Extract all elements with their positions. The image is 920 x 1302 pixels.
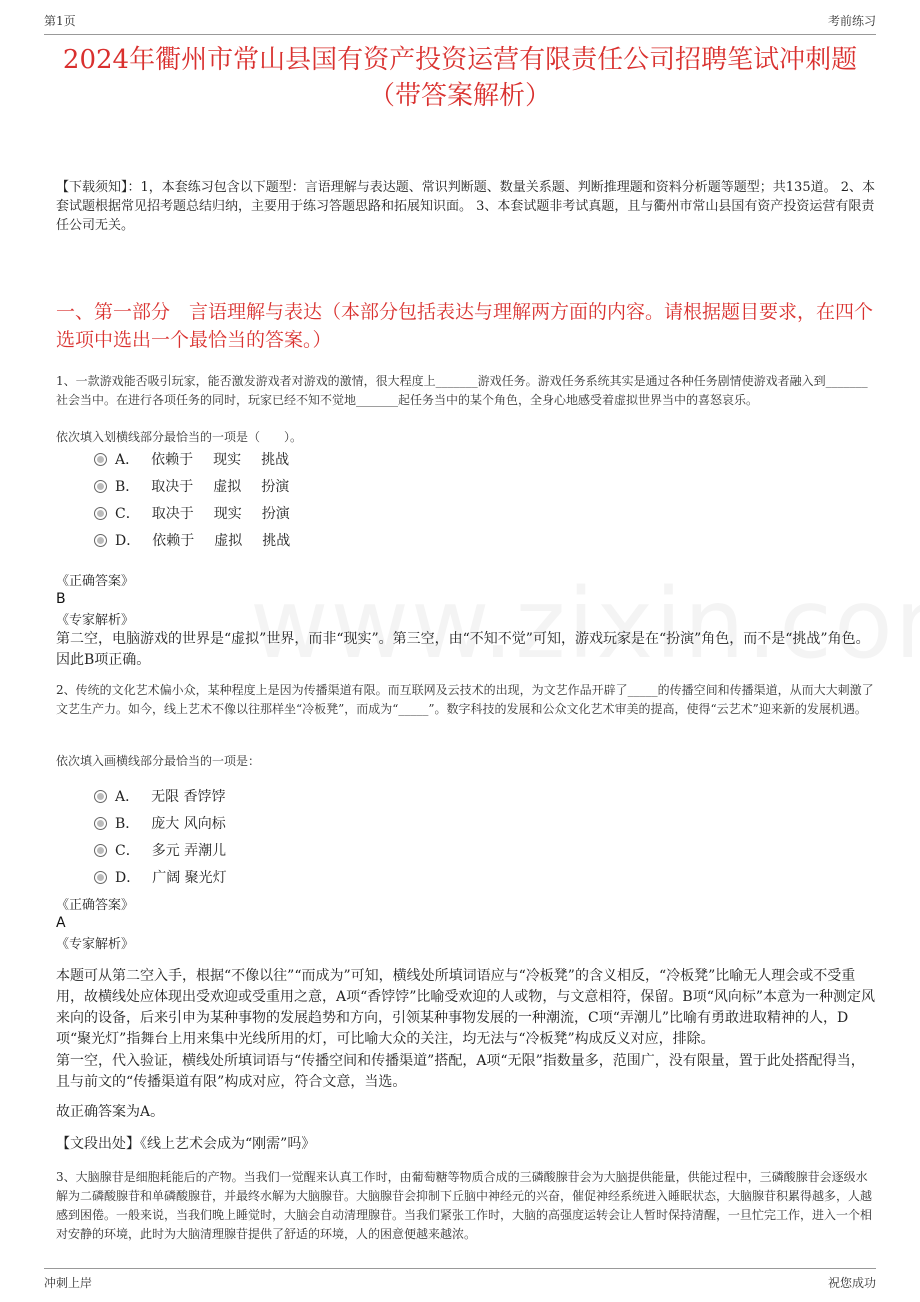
page-footer: [0, 1262, 920, 1302]
q1-option-d[interactable]: D． 依赖于 虚拟 挑战: [94, 531, 310, 551]
q2-analysis-para-3: 故正确答案为A。: [56, 1104, 165, 1120]
q2-answer-label: 《正确答案》: [56, 898, 135, 913]
q2-analysis-para-2: 第一空，代入验证，横线处所填词语与“传播空间和传播渠道”搭配，A项“无限”指数量多，范围广，没有限量，置于此处搭配得当，且与前文的“传播渠道有限”构成对应，符合文意，当选。: [56, 1053, 865, 1090]
q1-option-b[interactable]: B． 取决于 虚拟 扮演: [94, 477, 309, 497]
footer-right: 祝您成功: [827, 1276, 876, 1290]
radio-icon[interactable]: [94, 453, 107, 466]
q1-answer: B: [56, 591, 66, 607]
download-notice: 【下载须知】：1，本套练习包含以下题型：言语理解与表达题、常识判断题、数量关系题、判断推理题和资料分析题等题型；共135道。 2、本套试题根据常见招考题总结归纳，主要用于练习答题思路和拓展知识面。 3、本套试题非考试真题，且与衢州市常山县国有资产投资运营有限责任公司无关。: [56, 180, 875, 233]
footer-left: 冲刺上岸: [44, 1276, 93, 1290]
radio-icon[interactable]: [94, 844, 107, 857]
page-number: 第1页: [44, 14, 76, 28]
q2-analysis-label: 《专家解析》: [56, 937, 135, 952]
footer-rule: [44, 1268, 876, 1269]
q1-analysis: 第二空，电脑游戏的世界是“虚拟”世界，而非“现实”。第三空，由“不知不觉”可知，游戏玩家是在“扮演”角色，而不是“挑战”角色。因此B项正确。: [56, 631, 870, 668]
radio-icon[interactable]: [94, 871, 107, 884]
question-2-stem: 2、传统的文化艺术偏小众，某种程度上是因为传播渠道有限。而互联网及云技术的出现，为文艺作品开辟了_____的传播空间和传播渠道，从而大大刺激了文艺生产力。如今，线上艺术不像以往那样坐“冷板凳”，而成为“_____”。数字科技的发展和公众文化艺术审美的提高，使得“云艺术”迎来新的发展机遇。: [56, 683, 874, 716]
q1-option-a[interactable]: A． 依赖于 现实 挑战: [94, 450, 309, 470]
q1-analysis-label: 《专家解析》: [56, 613, 135, 628]
q2-source: 【文段出处】《线上艺术会成为“刚需”吗》: [56, 1136, 316, 1152]
document-title: 2024年衢州市常山县国有资产投资运营有限责任公司招聘笔试冲刺题（带答案解析）: [62, 45, 858, 111]
q2-option-c[interactable]: C． 多元 弄潮儿: [94, 841, 226, 861]
radio-icon[interactable]: [94, 534, 107, 547]
radio-icon[interactable]: [94, 507, 107, 520]
section-heading: 一、第一部分 言语理解与表达（本部分包括表达与理解两方面的内容。请根据题目要求，在四个选项中选出一个最恰当的答案。）: [56, 301, 874, 351]
q2-option-a[interactable]: A． 无限 香饽饽: [94, 787, 226, 807]
question-2-prompt: 依次填入画横线部分最恰当的一项是：: [56, 754, 261, 768]
q1-answer-label: 《正确答案》: [56, 574, 135, 589]
radio-icon[interactable]: [94, 480, 107, 493]
header-tag: 考前练习: [827, 14, 876, 28]
page-header: [0, 0, 920, 36]
question-1-prompt: 依次填入划横线部分最恰当的一项是（ ）。: [56, 430, 303, 444]
q1-option-c[interactable]: C． 取决于 现实 扮演: [94, 504, 310, 524]
radio-icon[interactable]: [94, 790, 107, 803]
q2-option-d[interactable]: D． 广阔 聚光灯: [94, 868, 227, 888]
question-1-stem: 1、一款游戏能否吸引玩家，能否激发游戏者对游戏的激情，很大程度上_______游戏任务。游戏任务系统其实是通过各种任务剧情使游戏者融入到_______社会当中。在进行各项任务的同时，玩家已经不知不觉地_______起任务当中的某个角色，全身心地感受着虚拟世界当中的喜怒哀乐。: [56, 374, 868, 407]
question-3-stem: 3、大脑腺苷是细胞耗能后的产物。当我们一觉醒来认真工作时，由葡萄糖等物质合成的三磷酸腺苷会为大脑提供能量，供能过程中，三磷酸腺苷会逐级水解为二磷酸腺苷和单磷酸腺苷，并最终水解为大脑腺苷。大脑腺苷会抑制下丘脑中神经元的兴奋，催促神经系统进入睡眠状态，大脑腺苷积累得越多，人越感到困倦。一般来说，当我们晚上睡觉时，大脑会自动清理腺苷。当我们紧张工作时，大脑的高强度运转会让人暂时保持清醒，一旦忙完工作，进入一个相对安静的环境，此时为大脑清理腺苷提供了舒适的环境，人的困意便越来越浓。: [56, 1170, 873, 1241]
q2-answer: A: [56, 915, 66, 931]
radio-icon[interactable]: [94, 817, 107, 830]
q2-option-b[interactable]: B． 庞大 风向标: [94, 814, 226, 834]
header-rule: [44, 34, 876, 35]
q2-analysis-para-1: 本题可从第二空入手，根据“不像以往”“而成为”可知，横线处所填词语应与“冷板凳”的含义相反，“冷板凳”比喻无人理会或不受重用，故横线处应体现出受欢迎或受重用之意，A项“香饽饽”比喻受欢迎的人或物，与文意相符，保留。B项“风向标”本意为一种测定风来向的设备，后来引申为某种事物的发展趋势和方向，引领某种事物发展的一种潮流，C项“弄潮儿”比喻有勇敢进取精神的人，D项“聚光灯”指舞台上用来集中光线所用的灯，可比喻大众的关注，均无法与“冷板凳”构成反义对应，排除。: [56, 968, 876, 1047]
